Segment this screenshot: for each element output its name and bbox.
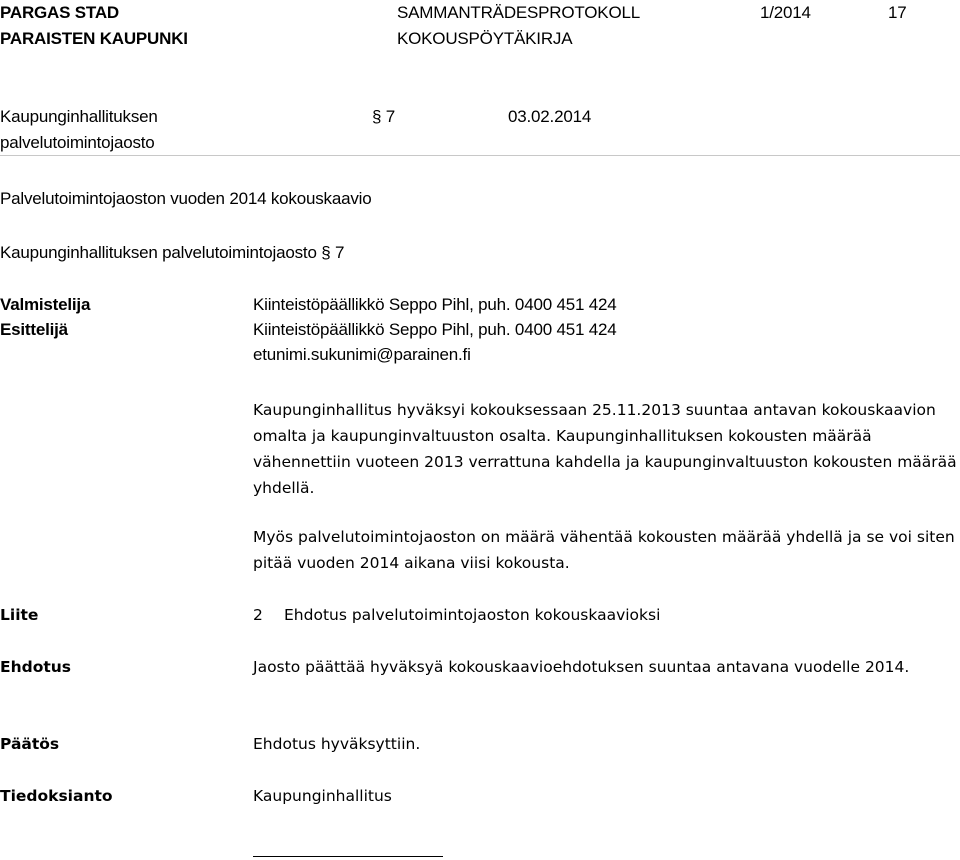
- decision-text: Ehdotus hyväksyttiin.: [253, 735, 421, 753]
- preparer-label: Valmistelija: [0, 295, 91, 314]
- presenter-label: Esittelijä: [0, 320, 68, 339]
- doc-type-swedish: SAMMANTRÄDESPROTOKOLL: [397, 3, 640, 22]
- decision-label: Päätös: [0, 735, 60, 753]
- proposal-text: Jaosto päättää hyväksyä kokouskaavioehdotuksen suuntaa antavana vuodelle 2014.: [253, 658, 910, 676]
- meeting-date: 03.02.2014: [508, 107, 592, 126]
- org-name-finnish: PARAISTEN KAUPUNKI: [0, 29, 188, 48]
- attachment-title: Ehdotus palvelutoimintojaoston kokouskaavioksi: [284, 606, 661, 624]
- org-name-swedish: PARGAS STAD: [0, 3, 120, 22]
- signature-line: [253, 856, 443, 857]
- preparer-value: Kiinteistöpäällikkö Seppo Pihl, puh. 0400 451 424: [253, 295, 617, 314]
- doc-type-finnish: KOKOUSPÖYTÄKIRJA: [397, 29, 573, 48]
- attachment-label: Liite: [0, 606, 39, 624]
- page-number: 17: [888, 3, 907, 22]
- presenter-email: etunimi.sukunimi@parainen.fi: [253, 345, 471, 364]
- issue-number: 1/2014: [760, 3, 811, 22]
- section-number: § 7: [372, 107, 396, 126]
- attachment-number: 2: [253, 606, 263, 624]
- section-reference: Kaupunginhallituksen palvelutoimintojaosto § 7: [0, 243, 345, 262]
- meeting-body-line2: palvelutoimintojaosto: [0, 133, 155, 152]
- proposal-label: Ehdotus: [0, 658, 72, 676]
- notify-text: Kaupunginhallitus: [253, 787, 392, 805]
- page-title: Palvelutoimintojaoston vuoden 2014 kokouskaavio: [0, 189, 372, 208]
- body-paragraph-1: Kaupunginhallitus hyväksyi kokouksessaan 25.11.2013 suuntaa antavan kokouskaavion omalta ja kaupunginvaltuuston osalta. Kaupunginhallituksen kokousten määrää vähennettiin vuoteen 2013 verrattuna kahdella ja kaupunginvaltuuston kokousten määrää yhdellä.: [253, 401, 957, 497]
- presenter-value: Kiinteistöpäällikkö Seppo Pihl, puh. 0400 451 424: [253, 320, 617, 339]
- meeting-body-line1: Kaupunginhallituksen: [0, 107, 158, 126]
- notify-label: Tiedoksianto: [0, 787, 113, 805]
- body-paragraph-2: Myös palvelutoimintojaoston on määrä vähentää kokousten määrää yhdellä ja se voi siten pitää vuoden 2014 aikana viisi kokousta.: [253, 528, 955, 572]
- header-divider: [0, 155, 960, 156]
